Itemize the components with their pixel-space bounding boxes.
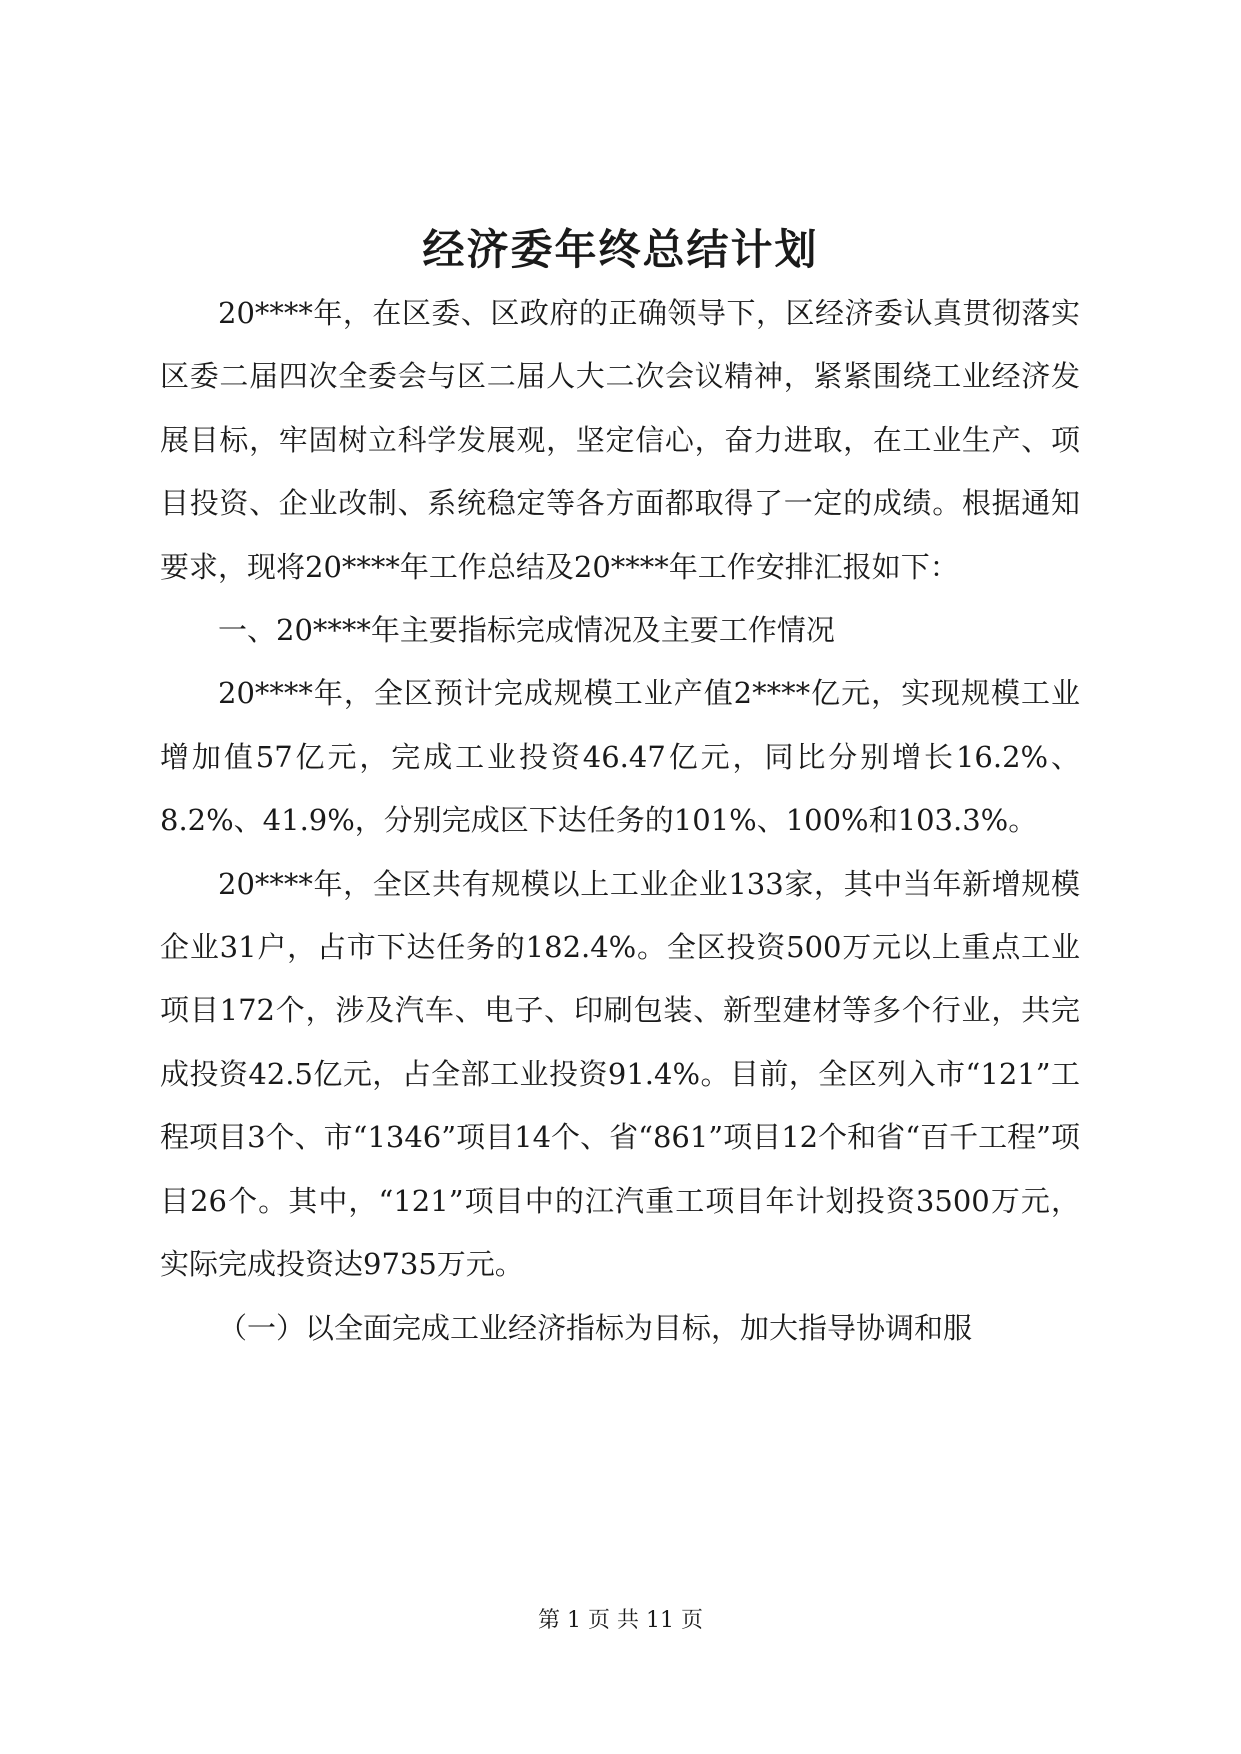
page-number-footer: 第 1 页 共 11 页 — [538, 1608, 703, 1633]
paragraph-enterprises: 20****年，全区共有规模以上工业企业133家，其中当年新增规模企业31户，占市下达任务的182.4%。全区投资500万元以上重点工业项目172个，涉及汽车、电子、印刷包装、新型建材等多个行业，共完成投资42.5亿元，占全部工业投资91.4%。目前，全区列入市“121”工程项目3个、市“1346”项目14个、省“861”项目12个和省“百千工程”项目26个。其中，“121”项目中的江汽重工项目年计划投资3500万元，实际完成投资达9735万元。 — [160, 866, 1080, 1282]
paragraph-indicators: 20****年，全区预计完成规模工业产值2****亿元，实现规模工业增加值57亿元，完成工业投资46.47亿元，同比分别增长16.2%、8.2%、41.9%，分别完成区下达任务的101%、100%和103.3%。 — [160, 676, 1080, 838]
paragraph-subsection-1: （一）以全面完成工业经济指标为目标，加大指导协调和服 — [218, 1310, 973, 1345]
paragraph-intro: 20****年，在区委、区政府的正确领导下，区经济委认真贯彻落实区委二届四次全委会与区二届人大二次会议精神，紧紧围绕工业经济发展目标，牢固树立科学发展观，坚定信心，奋力进取，在工业生产、项目投资、企业改制、系统稳定等各方面都取得了一定的成绩。根据通知要求，现将20****年工作总结及20****年工作安排汇报如下： — [160, 296, 1080, 584]
document-body — [160, 282, 1080, 1360]
document-title: 经济委年终总结计划 — [422, 225, 819, 274]
section-heading-1: 一、20****年主要指标完成情况及主要工作情况 — [218, 613, 835, 648]
